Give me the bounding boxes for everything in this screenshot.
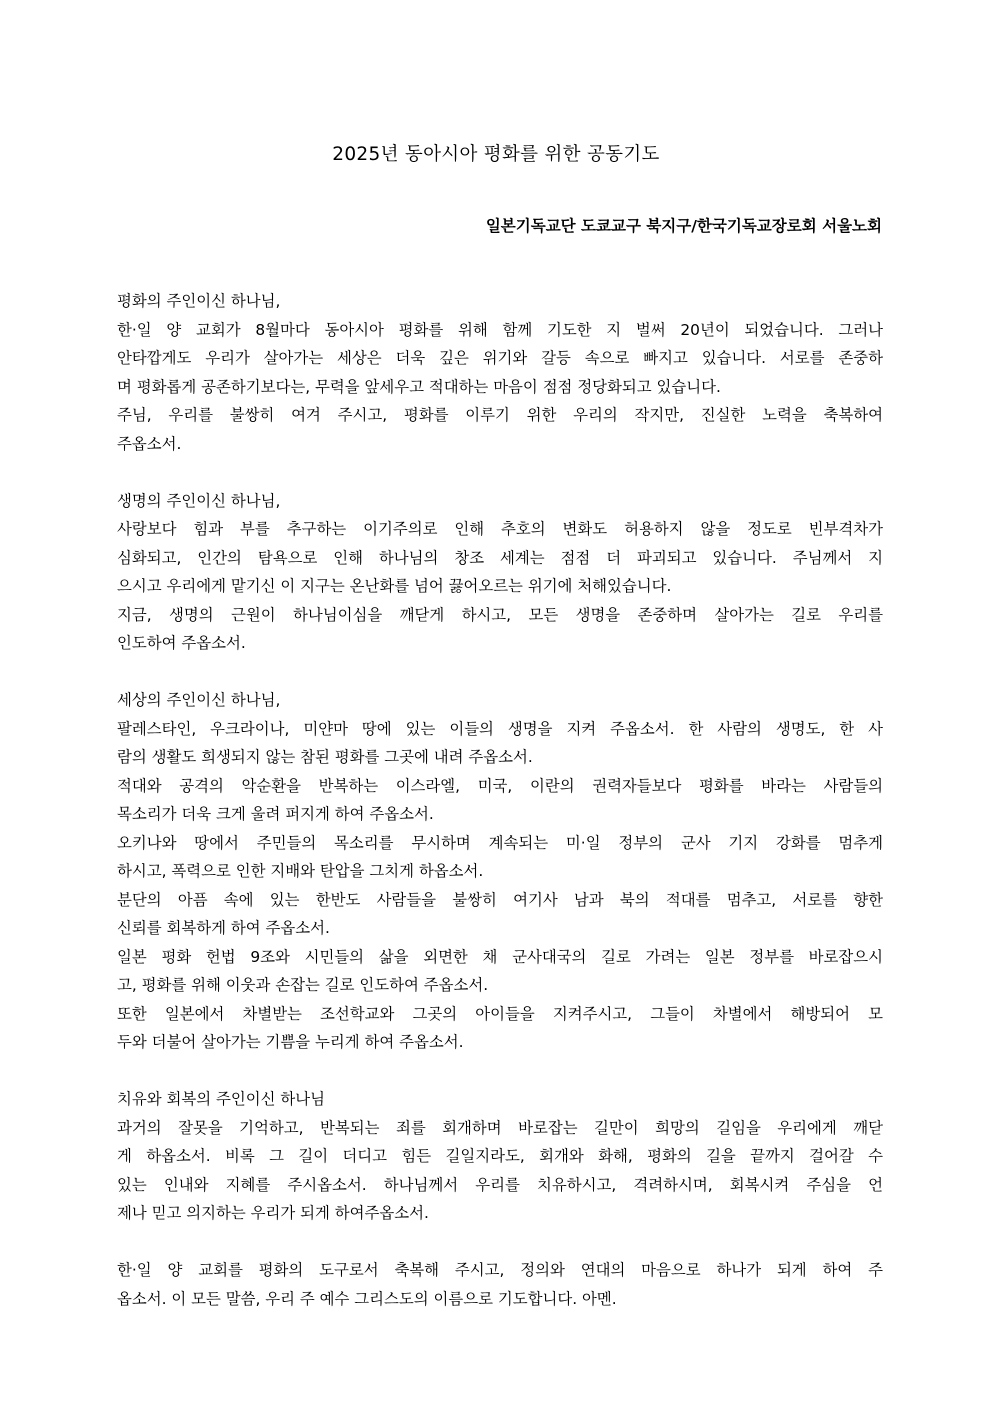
paragraph-line: 며 평화롭게 공존하기보다는, 무력을 앞세우고 적대하는 마음이 점점 정당화되고 있습니다. [117, 377, 721, 396]
paragraph-line: 지금, 생명의 근원이 하나님이심을 깨닫게 하시고, 모든 생명을 존중하며 살아가는 길로 우리를 [117, 605, 883, 624]
paragraph-line: 게 하옵소서. 비록 그 길이 더디고 힘든 길일지라도, 회개와 화해, 평화의 길을 끝까지 걸어갈 수 [117, 1147, 883, 1165]
paragraph-line: 세상의 주인이신 하나님, [117, 691, 281, 709]
paragraph-line: 제나 믿고 의지하는 우리가 되게 하여주옵소서. [117, 1204, 429, 1222]
paragraph-line: 신뢰를 회복하게 하여 주옵소서. [117, 919, 330, 937]
paragraph-line: 안타깝게도 우리가 살아가는 세상은 더욱 깊은 위기와 갈등 속으로 빠지고 있습니다. 서로를 존중하 [117, 349, 883, 367]
paragraph-line: 주님, 우리를 불쌍히 여겨 주시고, 평화를 이루기 위한 우리의 작지만, 진실한 노력을 축복하여 [117, 406, 883, 424]
paragraph-line: 심화되고, 인간의 탐욕으로 인해 하나님의 창조 세계는 점점 더 파괴되고 있습니다. 주님께서 지 [117, 548, 883, 567]
prayer-paragraph-closing [117, 1256, 883, 1313]
prayer-paragraph-world [117, 686, 883, 1057]
prayer-paragraph-healing [117, 1085, 883, 1228]
paragraph-line: 고, 평화를 위해 이웃과 손잡는 길로 인도하여 주옵소서. [117, 976, 489, 994]
paragraph-line: 하시고, 폭력으로 인한 지배와 탄압을 그치게 하옵소서. [117, 862, 484, 880]
paragraph-line: 인도하여 주옵소서. [117, 634, 246, 652]
paragraph-line: 팔레스타인, 우크라이나, 미얀마 땅에 있는 이들의 생명을 지켜 주옵소서. 한 사람의 생명도, 한 사 [117, 719, 883, 738]
paragraph-line: 사랑보다 힘과 부를 추구하는 이기주의로 인해 추호의 변화도 허용하지 않을 정도로 빈부격차가 [117, 520, 883, 538]
document-title: 2025년 동아시아 평화를 위한 공동기도 [332, 144, 660, 165]
paragraph-line: 과거의 잘못을 기억하고, 반복되는 죄를 회개하며 바로잡는 길만이 희망의 길임을 우리에게 깨닫 [117, 1118, 883, 1137]
paragraph-line: 또한 일본에서 차별받는 조선학교와 그곳의 아이들을 지켜주시고, 그들이 차별에서 해방되어 모 [117, 1004, 883, 1023]
prayer-body [117, 287, 883, 1313]
organization-line: 일본기독교단 도쿄교구 북지구/한국기독교장로회 서울노회 [485, 217, 882, 235]
paragraph-line: 일본 평화 헌법 9조와 시민들의 삶을 외면한 채 군사대국의 길로 가려는 일본 정부를 바로잡으시 [117, 947, 883, 966]
paragraph-line: 람의 생활도 희생되지 않는 참된 평화를 그곳에 내려 주옵소서. [117, 748, 533, 766]
paragraph-line: 있는 인내와 지혜를 주시옵소서. 하나님께서 우리를 치유하시고, 격려하시며, 회복시켜 주심을 언 [117, 1175, 883, 1194]
paragraph-line: 평화의 주인이신 하나님, [117, 292, 281, 310]
paragraph-line: 한·일 양 교회가 8월마다 동아시아 평화를 위해 함께 기도한 지 벌써 20년이 되었습니다. 그러나 [117, 320, 884, 339]
paragraph-line: 오키나와 땅에서 주민들의 목소리를 무시하며 계속되는 미·일 정부의 군사 기지 강화를 멈추게 [117, 833, 883, 852]
paragraph-line: 주옵소서. [117, 434, 182, 453]
paragraph-line: 한·일 양 교회를 평화의 도구로서 축복해 주시고, 정의와 연대의 마음으로 하나가 되게 하여 주 [117, 1261, 883, 1279]
paragraph-line: 두와 더불어 살아가는 기쁨을 누리게 하여 주옵소서. [117, 1033, 464, 1051]
paragraph-line: 분단의 아픔 속에 있는 한반도 사람들을 불쌍히 여기사 남과 북의 적대를 멈추고, 서로를 향한 [117, 890, 883, 909]
paragraph-line: 목소리가 더욱 크게 울려 퍼지게 하여 주옵소서. [117, 805, 434, 823]
paragraph-line: 으시고 우리에게 맡기신 이 지구는 온난화를 넘어 끓어오르는 위기에 처해있습니다. [117, 577, 672, 595]
prayer-paragraph-life [117, 487, 883, 658]
prayer-paragraph-peace [117, 287, 883, 458]
paragraph-line: 옵소서. 이 모든 말씀, 우리 주 예수 그리스도의 이름으로 기도합니다. 아멘. [117, 1289, 617, 1308]
paragraph-line: 적대와 공격의 악순환을 반복하는 이스라엘, 미국, 이란의 권력자들보다 평화를 바라는 사람들의 [117, 776, 883, 795]
paragraph-line: 생명의 주인이신 하나님, [117, 491, 281, 510]
paragraph-line: 치유와 회복의 주인이신 하나님 [117, 1090, 325, 1108]
